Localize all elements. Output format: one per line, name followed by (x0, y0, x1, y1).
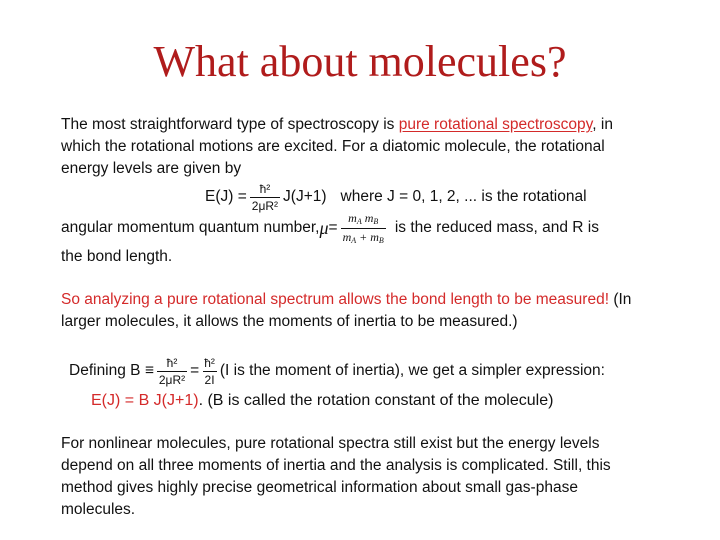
p1-line-3: energy levels are given by (61, 160, 242, 177)
b-fraction-2 (202, 357, 217, 386)
p4-line-3: method gives highly precise geometrical information about small gas-phase (61, 479, 578, 496)
hbar-numerator: ħ² (259, 181, 271, 196)
b-fraction-1 (157, 357, 187, 386)
p1-line-5 (61, 210, 599, 246)
mu-symbol: μ (319, 218, 329, 238)
reduced-mass-fraction (341, 212, 386, 245)
p4-line-1: For nonlinear molecules, pure rotational spectra still exist but the energy levels (61, 435, 600, 452)
p2-line-2: larger molecules, it allows the moments of inertia to be measured.) (61, 313, 518, 330)
slide-title: What about molecules? (153, 37, 567, 86)
p4-line-4: molecules. (61, 501, 136, 518)
p1-line-2: which the rotational motions are excited. For a diatomic molecule, the rotational (61, 138, 605, 155)
pure-rotational-spectroscopy-term: pure rotational spectroscopy (398, 116, 593, 133)
energy-where-clause: where J = 0, 1, 2, ... is the rotational (340, 188, 587, 206)
p3-line-2-tail: . (B is called the rotation constant of the molecule) (198, 392, 554, 409)
p1-line-5-tail: is the reduced mass, and R is (394, 219, 599, 237)
p1-line-1-text: The most straightforward type of spectroscopy is (61, 116, 399, 133)
energy-equation (205, 180, 587, 214)
p2-line-1 (61, 292, 631, 308)
reduced-mass-denominator: $m_A + m_B$ (342, 229, 384, 245)
b-fraction-2-numerator: ħ² (204, 355, 215, 370)
hbar-fraction (250, 183, 280, 212)
energy-rhs: J(J+1) (283, 188, 327, 206)
p3-line-1 (69, 352, 605, 390)
p1-line-1-tail: , in (592, 116, 613, 133)
p3-line-1-tail: (I is the moment of inertia), we get a simpler expression: (219, 362, 605, 380)
mu-equals: = (328, 219, 338, 237)
defining-b-text: Defining B ≡ (69, 362, 154, 380)
hbar-denominator: 2μR² (251, 198, 279, 213)
p3-line-2 (91, 393, 553, 409)
p1-line-6: the bond length. (61, 248, 173, 265)
p4-line-2: depend on all three moments of inertia and the analysis is complicated. Still, this (61, 457, 611, 474)
reduced-mass-numerator: $m_A$ $m_B$ (348, 210, 379, 226)
b-fraction-1-numerator: ħ² (166, 355, 178, 370)
b-fraction-2-denominator: 2I (204, 372, 215, 387)
bond-length-highlight: So analyzing a pure rotational spectrum allows the bond length to be measured! (61, 291, 610, 308)
p2-line-1-tail: (In (609, 291, 632, 308)
b-fraction-1-denominator: 2μR² (158, 372, 186, 387)
energy-lhs: E(J) = (205, 188, 247, 206)
b-equals: = (190, 362, 200, 380)
p1-line-1 (61, 117, 613, 133)
p1-line-5-text: angular momentum quantum number, (61, 219, 320, 237)
simplified-energy-equation: E(J) = B J(J+1) (91, 392, 199, 409)
